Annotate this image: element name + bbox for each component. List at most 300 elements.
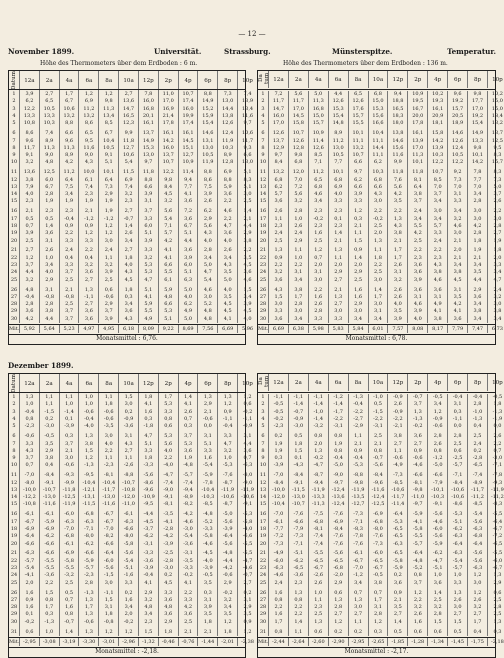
temperature-cell: -7,0	[269, 509, 289, 519]
temperature-cell: 1,2	[79, 455, 99, 462]
temperature-cell: -0,6	[79, 409, 99, 416]
temperature-cell: 5,1	[138, 440, 158, 447]
temperature-cell: 6,6	[368, 184, 388, 191]
temperature-cell: 15,8	[288, 120, 308, 127]
temperature-cell: 2,1	[59, 448, 79, 455]
temperature-cell: 2,5	[368, 430, 388, 440]
temperature-cell: 4,2	[408, 230, 428, 237]
temperature-cell: 4,1	[158, 245, 178, 255]
table-row	[258, 98, 504, 105]
temperature-cell: 5,7	[158, 230, 178, 237]
temperature-cell: 18,8	[388, 98, 408, 105]
temperature-cell: 12,8	[288, 145, 308, 152]
temperature-cell: 3,6	[218, 230, 238, 237]
temperature-cell: 0,6	[428, 626, 448, 636]
day-cell: 16	[259, 208, 267, 215]
temperature-cell: 3,8	[39, 308, 59, 315]
temperature-cell: -6,5	[468, 462, 488, 469]
day-cell: 14	[10, 494, 18, 501]
temperature-cell: 1,7	[388, 255, 408, 262]
temperature-cell: -2,3	[99, 462, 119, 469]
mittel-value: 5,23	[59, 325, 79, 333]
temperature-cell: -6,6	[428, 470, 448, 480]
hour-label: 2a	[39, 71, 59, 92]
temperature-cell: 4,1	[428, 308, 448, 315]
hour-label: 8a	[348, 71, 368, 88]
temperature-cell: -0,9	[288, 416, 308, 423]
day-cell: 12	[10, 176, 18, 183]
temperature-cell: -5,6	[328, 548, 348, 558]
temperature-cell: 2,7	[119, 91, 139, 98]
temperature-cell: 1,0	[308, 587, 328, 597]
temperature-cell: -4,3	[288, 462, 308, 469]
day-cell: 8	[261, 144, 265, 151]
temperature-cell: 6,8	[328, 176, 348, 183]
date-label: Datum	[11, 71, 17, 90]
temperature-cell: 10,2	[487, 91, 504, 98]
temperature-cell: -2,3	[79, 572, 99, 579]
temperature-cell: 2,8	[20, 301, 40, 308]
temperature-cell: 10,3	[218, 145, 238, 152]
temperature-cell: 2,9	[138, 587, 158, 597]
day-cell: 18	[259, 525, 267, 532]
hour-label: 12p	[138, 374, 158, 395]
day-cell: 7	[261, 440, 265, 447]
temperature-cell: 3,7	[428, 191, 448, 198]
temperature-cell: 10,7	[428, 167, 448, 177]
temperature-cell: -6,4	[99, 548, 119, 558]
day-cell: 1	[261, 394, 265, 401]
temperature-cell: 13,6	[119, 98, 139, 105]
temperature-cell: 1,1	[99, 455, 119, 462]
temperature-cell: -7,0	[269, 470, 289, 480]
temperature-cell: 2,1	[79, 206, 99, 216]
temperature-cell: 3,8	[238, 237, 257, 244]
hour-label: 12p	[388, 374, 408, 391]
temperature-cell: 15,3	[328, 106, 348, 113]
temperature-cell: 1,3	[328, 597, 348, 604]
temperature-cell: 2,7	[39, 91, 59, 98]
temperature-cell: 9,3	[238, 145, 257, 152]
temperature-cell: -8,4	[448, 479, 468, 486]
table-row	[258, 230, 504, 237]
temperature-cell: 3,6	[178, 245, 198, 255]
temperature-cell: 3,2	[428, 604, 448, 611]
mittel-value: -1,32	[138, 638, 158, 646]
temperature-cell: 0,5	[288, 430, 308, 440]
temperature-cell: 0,9	[20, 597, 40, 604]
day-cell: 22	[10, 557, 18, 564]
temperature-cell: -5,5	[487, 548, 504, 558]
temperature-cell: 0,4	[468, 626, 488, 636]
temperature-cell: 6,6	[238, 152, 257, 159]
temperature-cell: 8,6	[20, 127, 40, 137]
table-row	[9, 308, 257, 315]
temperature-cell: -6,5	[328, 558, 348, 565]
temperature-cell: 3,0	[487, 301, 504, 308]
day-cell: 17	[259, 215, 267, 222]
temperature-cell: 3,0	[198, 294, 218, 301]
temperature-cell: 0,3	[138, 416, 158, 423]
temperature-cell: 2,8	[198, 245, 218, 255]
temperature-cell: 16,1	[428, 106, 448, 113]
temperature-cell: 2,3	[428, 255, 448, 262]
temperature-cell: 9,9	[388, 159, 408, 166]
temperature-cell: 5,1	[238, 184, 257, 191]
temperature-cell: 4,0	[388, 301, 408, 308]
temperature-cell: 3,7	[138, 206, 158, 216]
hour-label: 6p	[448, 71, 468, 88]
temperature-cell: 4,3	[198, 230, 218, 237]
hour-label: 10p	[238, 71, 257, 92]
temperature-cell: 11,8	[138, 167, 158, 177]
temperature-cell: -6,9	[39, 526, 59, 533]
temperature-cell: -2,2	[348, 409, 368, 416]
temperature-cell: 4,4	[468, 277, 488, 284]
temperature-cell: 10,9	[178, 159, 198, 166]
temperature-cell: -7,0	[348, 565, 368, 572]
day-cell: 30	[10, 618, 18, 625]
temperature-cell: -6,7	[487, 565, 504, 572]
temperature-cell: 1,8	[138, 394, 158, 401]
temperature-cell: 1,9	[99, 206, 119, 216]
temperature-cell: -11,0	[408, 494, 428, 501]
temperature-cell: 3,6	[178, 611, 198, 618]
temperature-cell: 1,0	[39, 626, 59, 636]
temperature-cell: -3,1	[368, 423, 388, 430]
temperature-cell: 1,6	[308, 230, 328, 237]
temperature-cell: 3,7	[408, 198, 428, 205]
header-station-left: Universität.	[154, 47, 202, 56]
table-row	[9, 509, 257, 519]
temperature-cell: 3,3	[328, 198, 348, 205]
mittel-row	[9, 325, 257, 333]
temperature-cell: 11,6	[79, 145, 99, 152]
temperature-cell: 3,4	[428, 401, 448, 408]
temperature-cell: 1,2	[218, 401, 238, 408]
temperature-cell: 3,4	[59, 191, 79, 198]
november-table-left	[8, 70, 254, 345]
temperature-cell: 3,3	[218, 430, 238, 440]
temperature-cell: 7,3	[487, 176, 504, 183]
temperature-cell: -4,5	[138, 519, 158, 526]
temperature-cell: 15,0	[368, 98, 388, 105]
temperature-cell: 1,7	[269, 619, 289, 626]
table-row	[9, 237, 257, 244]
temperature-cell: 4,8	[158, 294, 178, 301]
temperature-cell: -5,0	[428, 462, 448, 469]
temperature-cell: 1,5	[428, 619, 448, 626]
temperature-cell: -0,4	[348, 455, 368, 462]
temperature-cell: 1,0	[288, 216, 308, 223]
temperature-cell: 13,0	[138, 152, 158, 159]
temperature-cell: -5,9	[428, 540, 448, 547]
temperature-cell: 4,0	[158, 448, 178, 455]
temperature-cell: -7,7	[269, 526, 289, 533]
temperature-cell: 4,7	[198, 269, 218, 276]
temperature-cell: -5,6	[428, 509, 448, 519]
table-row	[258, 106, 504, 113]
table-row	[258, 223, 504, 230]
temperature-cell: 6,1	[79, 176, 99, 183]
temperature-cell: 2,2	[288, 262, 308, 269]
temperature-cell: 10,7	[158, 159, 178, 166]
temperature-cell: 2,4	[408, 206, 428, 216]
table-row	[258, 167, 504, 177]
table-row	[9, 548, 257, 558]
temperature-cell: 2,2	[308, 284, 328, 294]
temperature-cell: 3,8	[408, 191, 428, 198]
temperature-cell: -5,7	[448, 462, 468, 469]
table-row	[9, 98, 257, 105]
temperature-cell: -5,6	[218, 519, 238, 526]
temperature-cell: -6,1	[269, 519, 289, 526]
temperature-cell: -1,4	[288, 401, 308, 408]
day-cell: 6	[12, 433, 16, 440]
temperature-cell: 5,0	[178, 284, 198, 294]
temperature-cell: -2,5	[158, 548, 178, 558]
temperature-cell: 2,1	[328, 237, 348, 244]
temperature-cell: 1,0	[39, 255, 59, 262]
temperature-cell: 11,7	[269, 98, 289, 105]
temperature-cell: -9,7	[328, 479, 348, 486]
temperature-cell: -12,0	[269, 494, 289, 501]
table-row	[9, 152, 257, 159]
temperature-cell: -4,9	[388, 462, 408, 469]
temperature-cell: -2,1	[388, 423, 408, 430]
temperature-cell: -6,9	[328, 519, 348, 526]
temperature-cell: -10,0	[269, 487, 289, 494]
temperature-cell: 3,4	[119, 237, 139, 244]
temperature-cell: 2,4	[428, 237, 448, 244]
day-cell: 10	[10, 159, 18, 166]
temperature-cell: 2,5	[269, 237, 289, 244]
temperature-cell: -3,1	[138, 540, 158, 547]
temperature-cell: 3,2	[218, 448, 238, 455]
temperature-cell: 3,4	[468, 262, 488, 269]
temperature-cell: -5,1	[428, 565, 448, 572]
temperature-cell: 2,1	[468, 255, 488, 262]
temperature-cell: 2,6	[487, 198, 504, 205]
temperature-cell: 6,4	[59, 176, 79, 183]
temperature-cell: 13,8	[218, 113, 238, 120]
temperature-cell: 2,3	[308, 206, 328, 216]
temperature-cell: 1,2	[348, 206, 368, 216]
temperature-cell: 2,2	[408, 597, 428, 604]
temperature-cell: 2,8	[288, 206, 308, 216]
day-cell: 20	[10, 540, 18, 547]
temperature-cell: 0,6	[448, 448, 468, 455]
temperature-cell: 3,3	[348, 198, 368, 205]
table-row	[258, 145, 504, 152]
temperature-cell: -7,6	[328, 509, 348, 519]
temperature-cell: 0,6	[308, 626, 328, 636]
temperature-cell: -5,5	[308, 548, 328, 558]
table-row	[9, 145, 257, 152]
temperature-cell: 2,6	[119, 230, 139, 237]
temperature-cell: 19,2	[468, 113, 488, 120]
temperature-cell: -10,1	[428, 487, 448, 494]
temperature-cell: -1,3	[487, 409, 504, 416]
temperature-cell: 1,2	[20, 255, 40, 262]
temperature-cell: 3,2	[99, 262, 119, 269]
temperature-cell: 21,4	[158, 113, 178, 120]
temperature-cell: -6,2	[288, 558, 308, 565]
temperature-cell: -3,6	[138, 558, 158, 565]
temperature-cell: -0,6	[79, 619, 99, 626]
temperature-cell: -1,0	[368, 394, 388, 401]
temperature-cell: 2,7	[388, 611, 408, 618]
temperature-cell: 4,7	[218, 223, 238, 230]
temperature-cell: -8,5	[468, 501, 488, 508]
temperature-cell: 0,6	[487, 587, 504, 597]
temperature-cell: -7,0	[99, 526, 119, 533]
temperature-cell: -3,3	[138, 548, 158, 558]
temperature-cell: 1,5	[448, 619, 468, 626]
temperature-cell: 6,7	[39, 184, 59, 191]
temperature-cell: 3,4	[428, 198, 448, 205]
temperature-cell: 3,4	[468, 191, 488, 198]
temperature-cell: 12,6	[328, 98, 348, 105]
temperature-cell: -2,2	[328, 416, 348, 423]
temperature-cell: -7,3	[348, 509, 368, 519]
table-row	[9, 294, 257, 301]
table-row	[258, 462, 504, 469]
temperature-cell: 3,4	[39, 262, 59, 269]
temperature-cell: 1,8	[468, 237, 488, 244]
temperature-cell: 8,4	[158, 184, 178, 191]
temperature-cell: -3,5	[178, 558, 198, 565]
temperature-cell: -3,3	[198, 526, 218, 533]
day-cell: 12	[10, 479, 18, 486]
temperature-cell: 4,0	[198, 237, 218, 244]
table-row	[258, 448, 504, 455]
hour-label: 12p	[388, 71, 408, 88]
temperature-cell: 6,7	[99, 127, 119, 137]
temperature-cell: -1,2	[348, 572, 368, 579]
temperature-cell: 3,6	[218, 191, 238, 198]
date-label: Da tum	[258, 375, 270, 388]
mittel-value: -0,76	[178, 638, 198, 646]
table-row	[9, 284, 257, 294]
temperature-cell: -9,4	[308, 479, 328, 486]
temperature-cell: 3,4	[348, 580, 368, 587]
temperature-cell: 14,2	[468, 159, 488, 166]
day-cell: 5	[261, 120, 265, 127]
temperature-cell: 3,6	[79, 269, 99, 276]
temperature-cell: 1,1	[348, 430, 368, 440]
temperature-cell: -5,2	[198, 519, 218, 526]
temperature-cell: 2,9	[198, 216, 218, 223]
day-cell: 7	[12, 137, 16, 144]
temperature-cell: 0,1	[20, 611, 40, 618]
temperature-cell: 4,6	[218, 206, 238, 216]
temperature-cell: 2,7	[79, 277, 99, 284]
temperature-cell: 1,0	[20, 401, 40, 408]
temperature-cell: 13,2	[59, 113, 79, 120]
temperature-cell: 2,7	[448, 611, 468, 618]
mittel-value: 9,22	[158, 325, 178, 333]
temperature-cell: 13,8	[388, 127, 408, 137]
temperature-cell: 3,2	[408, 604, 428, 611]
temperature-cell: 17,4	[178, 98, 198, 105]
temperature-cell: -1,1	[288, 394, 308, 401]
temperature-cell: 0,8	[328, 448, 348, 455]
temperature-cell: 3,3	[158, 409, 178, 416]
temperature-cell: -5,5	[238, 540, 257, 547]
temperature-cell: -6,6	[99, 540, 119, 547]
mittel-value: 6,73	[487, 325, 504, 333]
temperature-cell: -11,6	[368, 487, 388, 494]
temperature-cell: 1,8	[368, 255, 388, 262]
temperature-cell: 2,5	[178, 619, 198, 626]
temperature-cell: 7,0	[468, 184, 488, 191]
temperature-cell: 4,8	[20, 284, 40, 294]
header-divider	[258, 392, 495, 393]
temperature-cell: -5,4	[468, 509, 488, 519]
table-row	[9, 137, 257, 144]
temperature-cell: 2,9	[288, 237, 308, 244]
temperature-cell: 1,8	[158, 626, 178, 636]
temperature-cell: -0,2	[178, 572, 198, 579]
day-cell: 14	[10, 191, 18, 198]
temperature-cell: -9,6	[368, 479, 388, 486]
temperature-cell: 2,8	[487, 604, 504, 611]
temperature-cell: 2,2	[178, 587, 198, 597]
temperature-cell: 18,4	[487, 113, 504, 120]
temperature-cell: 6,9	[218, 167, 238, 177]
day-cell: 26	[259, 589, 267, 596]
temperature-cell: -3,6	[119, 423, 139, 430]
monatsmittel: Monatsmittel : -2,18.	[95, 647, 159, 655]
temperature-cell: 1,9	[269, 440, 289, 447]
temperature-cell: 3,2	[158, 198, 178, 205]
temperature-cell: 4,2	[158, 237, 178, 244]
temperature-cell: 3,2	[20, 277, 40, 284]
temperature-cell: 4,5	[158, 580, 178, 587]
temperature-cell: -10,8	[119, 487, 139, 494]
temperature-cell: -6,3	[388, 540, 408, 547]
temperature-cell: 2,6	[308, 301, 328, 308]
temperature-cell: 1,6	[348, 284, 368, 294]
temperature-cell: 1,3	[328, 294, 348, 301]
temperature-cell: 3,6	[39, 230, 59, 237]
temperature-cell: 3,8	[428, 269, 448, 276]
temperature-cell: -11,3	[308, 501, 328, 508]
temperature-cell: 1,6	[20, 604, 40, 611]
temperature-cell: 10,9	[408, 91, 428, 98]
temperature-cell: -11,9	[308, 487, 328, 494]
temperature-cell: 3,0	[328, 308, 348, 315]
temperature-cell: -8,9	[178, 494, 198, 501]
temperature-cell: 0,0	[487, 423, 504, 430]
temperature-cell: 0,9	[238, 619, 257, 626]
temperature-cell: 2,6	[388, 294, 408, 301]
temperature-cell: -8,0	[79, 533, 99, 540]
day-cell: 5	[261, 423, 265, 430]
table-row	[258, 255, 504, 262]
temperature-cell: 7,6	[388, 176, 408, 183]
day-cell: 11	[259, 169, 267, 176]
table-row	[258, 262, 504, 269]
temperature-cell: 3,8	[487, 308, 504, 315]
temperature-cell: 1,3	[79, 626, 99, 636]
temperature-cell: 2,2	[238, 245, 257, 255]
temperature-cell: -2,0	[328, 572, 348, 579]
temperature-cell: 5,3	[138, 262, 158, 269]
temperature-cell: 0,9	[348, 245, 368, 255]
temperature-cell: -4,8	[408, 558, 428, 565]
